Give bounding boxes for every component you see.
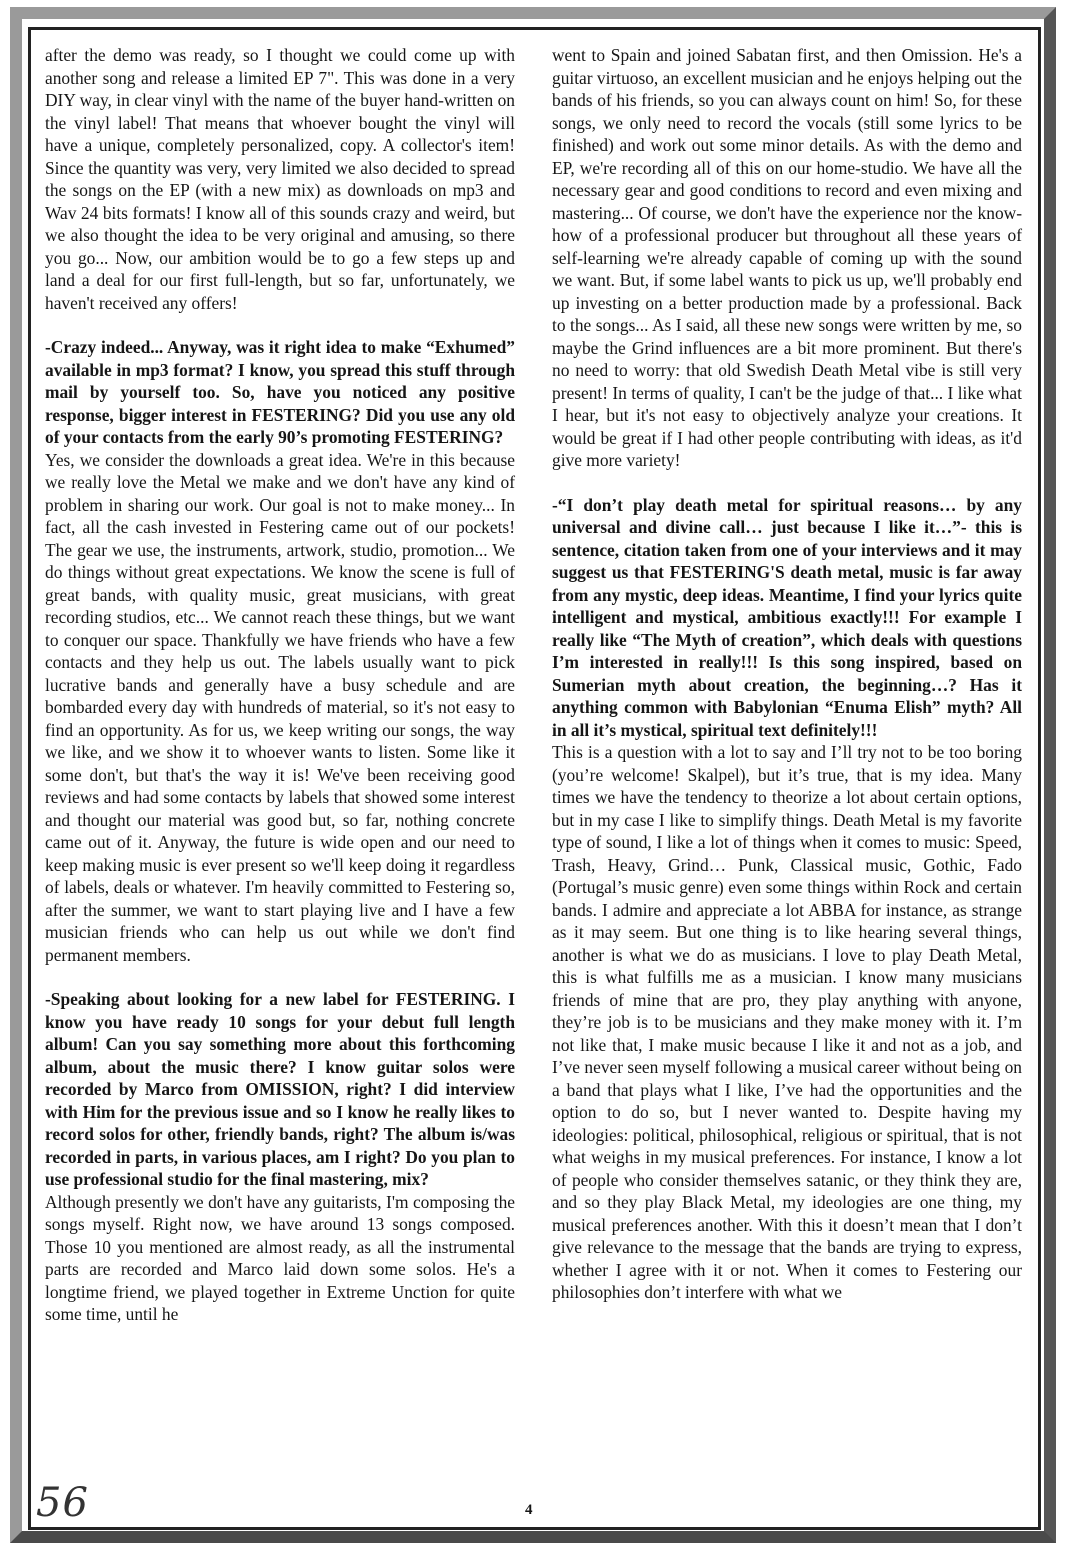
answer-paragraph: This is a question with a lot to say and I’ll try not to be too boring (you’re welcome! Skalpel), but it’s true, that is my idea. Many times we have the tendency to theorize a lot about certain options, but in my case I like to simplify things. Death Metal is my favorite type of sound, I like a lot of things when it comes to music: Speed, Trash, Heavy, Grind… Punk, Classical music, Gothic, Fado (Portugal’s music genre) even some things within Rock and certain bands. I admire and appreciate a lot ABBA for instance, as strange as it may seem. But one thing is to like hearing several things, another is what we do as musicians. I love to play Death Metal, this is what fulfills me as a musician. I know many musicians friends of mine that are pro, they play anything with anyone, they’re job is to be musicians and they make money with it. I’m not like that, I make music because I like it and not as a job, and I’ve never seen myself following a musical career without being on a band that plays what I like, I’ve had the opportunities and the option to do so, but I never wanted to. Despite having my ideologies: political, philosophical, religious or spiritual, that is not what weighs in my musical preferences. For instance, I know a lot of people who consider themselves satanic, or they think they are, and so they play Black Metal, my ideologies are one thing, my musical preferences another. With this it doesn’t mean that I don’t give relevance to the message that the bands are trying to express, whether I agree with it or not. When it comes to Festering our philosophies don’t interfere with what we: [552, 742, 1022, 1302]
answer-paragraph: after the demo was ready, so I thought we could come up with another song and release a limited EP 7". This was done in a very DIY way, in clear vinyl with the name of the buyer hand-written on the vinyl label! That means that whoever bought the vinyl will have a unique, completely personalized, copy. A collector's item! Since the quantity was very, very limited we also decided to spread the songs on the EP (with a new mix) as downloads on mp3 and Wav 24 bits formats! I know all of this sounds crazy and weird, but we also thought the idea to be very original and amusing, so there you go... Now, our ambition would be to go a few steps up and land a deal for our first full-length, but so far, unfortunately, we haven't received any offers!: [45, 45, 515, 313]
interview-question: -Crazy indeed... Anyway, was it right idea to make “Exhumed” available in mp3 format? I know, you spread this stuff through mail by yourself too. So, have you noticed any positive response, bigger interest in FESTERING? Did you use any old of your contacts from the early 90’s promoting FESTERING?: [45, 337, 515, 447]
answer-paragraph: went to Spain and joined Sabatan first, and then Omission. He's a guitar virtuoso, an excellent musician and he enjoys helping out the bands of his friends, so you can always count on him! So, for these songs, we only need to record the vocals (still some lyrics to be finished) and work out some minor details. As with the demo and EP, we're recording all of this on our home-studio. We have all the necessary gear and good conditions to record and even mixing and mastering... Of course, we don't have the experience nor the know-how of a professional producer but throughout all these years of self-learning we're already capable of coming up with the sound we want. But, if some label wants to pick us up, we'll probably end up investing on a better production made by a professional. Back to the songs... As I said, all these new songs were written by me, so maybe the Grind influences are a bit more prominent. But there's no need to worry: that old Swedish Death Metal vibe is still very present! In terms of quality, I can't be the judge of that... I like what I hear, but it's not easy to objectively analyze your creations. It would be great if I had other people contributing with ideas, as it'd give more variety!: [552, 45, 1022, 470]
interview-question: -Speaking about looking for a new label for FESTERING. I know you have ready 10 songs for your debut full length album! Can you say something more about this forthcoming album, about the music there? I know guitar solos were recorded by Marco from OMISSION, right? I did interview with Him for the previous issue and so I know he really likes to record solos for other, friendly bands, right? The album is/was recorded in parts, in various places, am I right? Do you plan to use professional studio for the final mastering, mix?: [45, 989, 515, 1189]
page-number: 4: [525, 1502, 533, 1518]
left-column: [45, 44, 515, 1326]
answer-paragraph: Yes, we consider the downloads a great idea. We're in this because we really love the Metal we make and we don't have any kind of problem in sharing our work. Our goal is not to make money... In fact, all the cash invested in Festering came out of our pockets! The gear we use, the instruments, artwork, studio, promotion... We do things without great expectations. We know the scene is full of great bands, with quality music, great musicians, with great recording studios, etc... We cannot reach these things, but we want to conquer our space. Thankfully we have friends who have a few contacts and they help us out. The labels usually want to pick lucrative bands and generally have a busy schedule and are bombarded every day with hundreds of material, so it's not easy to find an opportunity. As for us, we keep writing our songs, the way we like, and we show it to whoever wants to listen. Some like it some don't, but that's the way it is! We've been receiving good reviews and had some contacts by labels that showed some interest and thought our material was good but, so far, nothing concrete came out of it. Anyway, the future is wide open and our need to keep making music is ever present so we'll keep doing it regardless of labels, deals or whatever. I'm heavily committed to Festering so, after the summer, we want to start playing live and I have a few musician friends who can help us out while we don't find permanent members.: [45, 449, 515, 965]
answer-paragraph: Although presently we don't have any guitarists, I'm composing the songs myself. Right now, we have around 13 songs composed. Those 10 you mentioned are almost ready, as all the instrumental parts are recorded and Marco laid down some solos. He's a longtime friend, we played together in Extreme Unction for quite some time, until he: [45, 1191, 515, 1324]
handwritten-page-number: 56: [36, 1480, 89, 1526]
interview-question: -“I don’t play death metal for spiritual reasons… by any universal and divine call… just because I like it…”- this is sentence, citation taken from one of your interviews and it may suggest us that FESTERING'S death metal, music is far away from any mystic, deep ideas. Meantime, I find your lyrics quite intelligent and mystical, ambitious exactly!!! For example I really like “The Myth of creation”, which deals with questions I’m interested in really!!! Is this song inspired, based on Sumerian myth about creation, the beginning…? Has it anything common with Babylonian “Enuma Elish” myth? All in all it’s mystical, spiritual text definitely!!!: [552, 494, 1022, 740]
right-column: [552, 44, 1022, 1304]
